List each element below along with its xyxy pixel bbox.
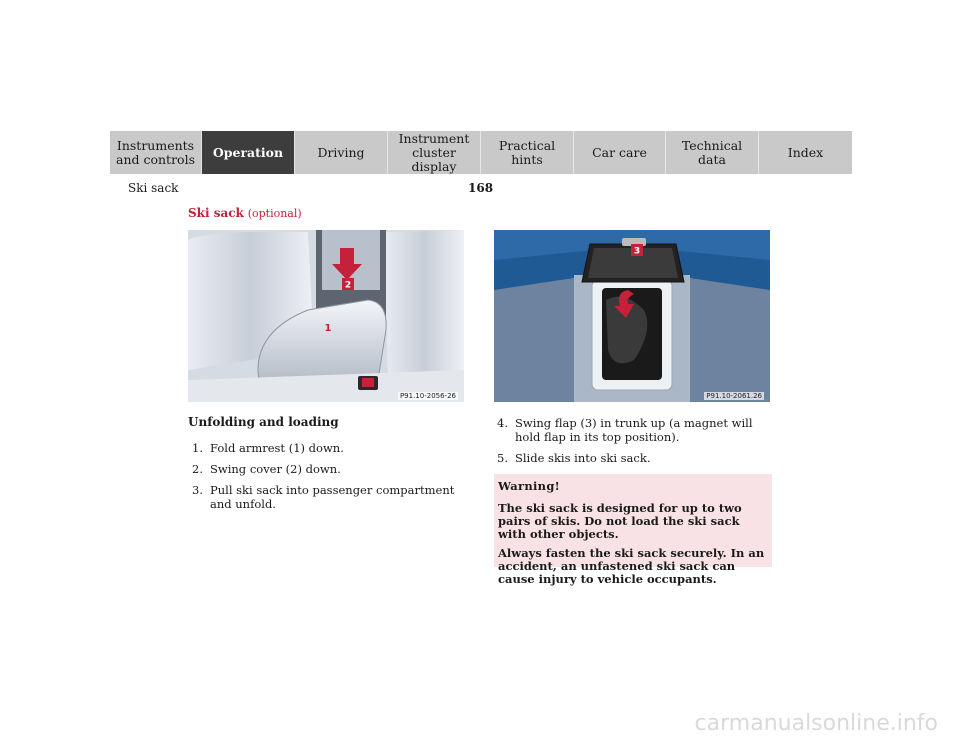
tab-technical-data[interactable]: Technical data — [666, 131, 759, 174]
figure-armrest — [188, 230, 464, 402]
svg-text:3: 3 — [633, 246, 641, 257]
tab-index[interactable]: Index — [759, 131, 852, 174]
title-text: Ski sack — [188, 206, 244, 220]
tab-instruments-and-controls[interactable]: Instruments and controls — [110, 131, 202, 174]
steps-list-left — [192, 441, 462, 518]
page-title — [188, 206, 302, 220]
figure-code: P91.10-2061.26 — [706, 392, 762, 400]
section-header: Ski sack — [128, 181, 179, 195]
tab-practical-hints[interactable]: Practical hints — [481, 131, 574, 174]
tab-bar — [110, 131, 852, 174]
list-item: 1. Fold armrest (1) down. — [192, 441, 344, 455]
svg-text:2: 2 — [344, 280, 352, 291]
tab-driving[interactable]: Driving — [295, 131, 388, 174]
warning-box — [494, 474, 772, 586]
list-item: 5. Slide skis into ski sack. — [497, 451, 651, 465]
title-note: (optional) — [247, 207, 302, 220]
list-item: 2. Swing cover (2) down. — [192, 462, 341, 476]
armrest-illustration — [188, 230, 464, 402]
trunk-illustration — [494, 230, 770, 402]
warning-paragraph: The ski sack is designed for up to two pairs of skis. Do not load the ski sack with other objects. — [498, 501, 742, 541]
steps-list-right — [497, 416, 777, 472]
list-item: 3. Pull ski sack into passenger compartment and unfold. — [192, 483, 455, 511]
warning-title: Warning! — [498, 479, 561, 493]
page-number: 168 — [468, 181, 494, 195]
tab-instrument-cluster-display[interactable]: Instrument cluster display — [388, 131, 481, 174]
warning-paragraph: Always fasten the ski sack securely. In an accident, an unfastened ski sack can cause injury to vehicle occupants. — [498, 546, 765, 586]
tab-car-care[interactable]: Car care — [574, 131, 666, 174]
list-item: 4. Swing flap (3) in trunk up (a magnet will hold flap in its top position). — [497, 416, 753, 444]
figure-code: P91.10-2056-26 — [399, 392, 456, 400]
subheading: Unfolding and loading — [188, 415, 339, 429]
tab-operation[interactable]: Operation — [202, 131, 295, 174]
watermark: carmanualsonline.info — [694, 711, 938, 736]
figure-trunk-flap — [494, 230, 770, 402]
callout-1: 1 — [324, 323, 332, 334]
